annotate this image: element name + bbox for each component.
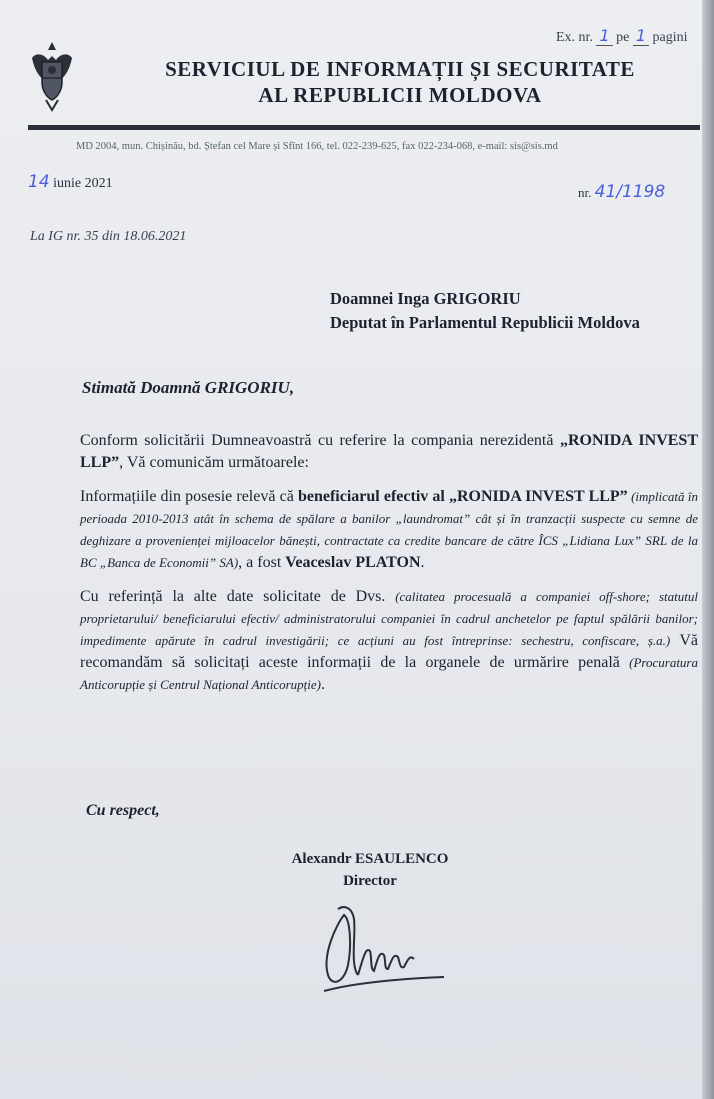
registration-number	[578, 182, 665, 202]
salutation: Stimată Doamnă GRIGORIU,	[82, 378, 295, 397]
addressee-block	[330, 287, 640, 335]
p3-institutions: (Procuratura Anticorupție și Centrul Național Anticorupție)	[80, 655, 698, 692]
signer-title: Director	[343, 873, 397, 889]
date-day-handwritten: 14	[28, 172, 50, 192]
p3-recommendation: Vă recomandăm să solicitați aceste informații de la organele de urmărire penală	[80, 632, 698, 671]
p2-person: Veaceslav PLATON	[285, 554, 421, 571]
document-date	[28, 172, 113, 192]
copy-suffix: pagini	[652, 30, 688, 45]
header-rule	[28, 125, 700, 130]
reg-prefix: nr.	[578, 185, 592, 200]
p3-parenthetical: (calitatea procesuală a companiei off-shore; statutul proprietarului/ beneficiarului efectiv/ administratorului companiei în cadrul anchetelor pe faptul spălării banilor; impedimente apărute în cadrul investigării; ce acțiuni au fost întreprinse: sechestru, confiscare, ș.a.)	[80, 589, 698, 648]
reg-number-handwritten: 41/1198	[594, 182, 666, 202]
paragraph-1	[80, 430, 698, 474]
signature-icon	[314, 895, 454, 1005]
date-month-year: iunie 2021	[53, 176, 113, 191]
copy-number	[556, 26, 688, 46]
moldova-coat-of-arms-icon	[26, 38, 78, 112]
reference-line: La IG nr. 35 din 18.06.2021	[30, 229, 187, 244]
p1-text: Conform solicitării Dumneavoastră cu referire la compania nerezidentă	[80, 432, 560, 449]
p1-end: , Vă comunicăm următoarele:	[119, 454, 309, 471]
closing: Cu respect,	[86, 802, 160, 819]
p3-text: Cu referință la alte date solicitate de Dvs.	[80, 588, 396, 605]
page-count-handwritten: 1	[633, 26, 649, 46]
paragraph-3	[80, 586, 698, 696]
p3-end: .	[320, 676, 325, 693]
copy-prefix: Ex. nr.	[556, 30, 593, 45]
page-edge-shadow	[702, 0, 714, 1099]
org-line-2: AL REPUBLICII MOLDOVA	[258, 83, 542, 107]
addressee-name: Doamnei Inga GRIGORIU	[330, 289, 521, 308]
p2-mid: , a fost	[238, 554, 286, 571]
p2-end: .	[420, 554, 425, 571]
p2-parenthetical: (implicată în perioada 2010-2013 atât în schema de spălare a banilor „laundromat” cât și în tranzacții suspecte cu semne de deghizare a provenienței mijloacelor bănești, contractate ca credite bancare de către ÎCS „Lidiana Lux” SRL de la BC „Banca de Economii” SA)	[80, 489, 699, 570]
copy-number-handwritten: 1	[596, 26, 612, 46]
org-line-1: SERVICIUL DE INFORMAȚII ȘI SECURITATE	[165, 57, 635, 81]
contact-line: MD 2004, mun. Chișinău, bd. Ștefan cel Mare și Sfînt 166, tel. 022-239-625, fax 022-234-068, e-mail: sis@sis.md	[76, 141, 558, 152]
p2-text: Informațiile din posesie relevă că	[80, 488, 298, 505]
p1-company: „RONIDA INVEST LLP”	[80, 432, 698, 471]
signer-name: Alexandr ESAULENCO	[291, 851, 449, 867]
organization-name	[100, 56, 700, 108]
copy-mid: pe	[616, 30, 630, 45]
addressee-title: Deputat în Parlamentul Republicii Moldova	[330, 313, 640, 332]
letter-body	[80, 430, 698, 708]
p2-beneficiary: beneficiarul efectiv al „RONIDA INVEST LLP”	[297, 488, 628, 505]
signer-block	[220, 848, 520, 892]
paragraph-2	[80, 486, 698, 574]
